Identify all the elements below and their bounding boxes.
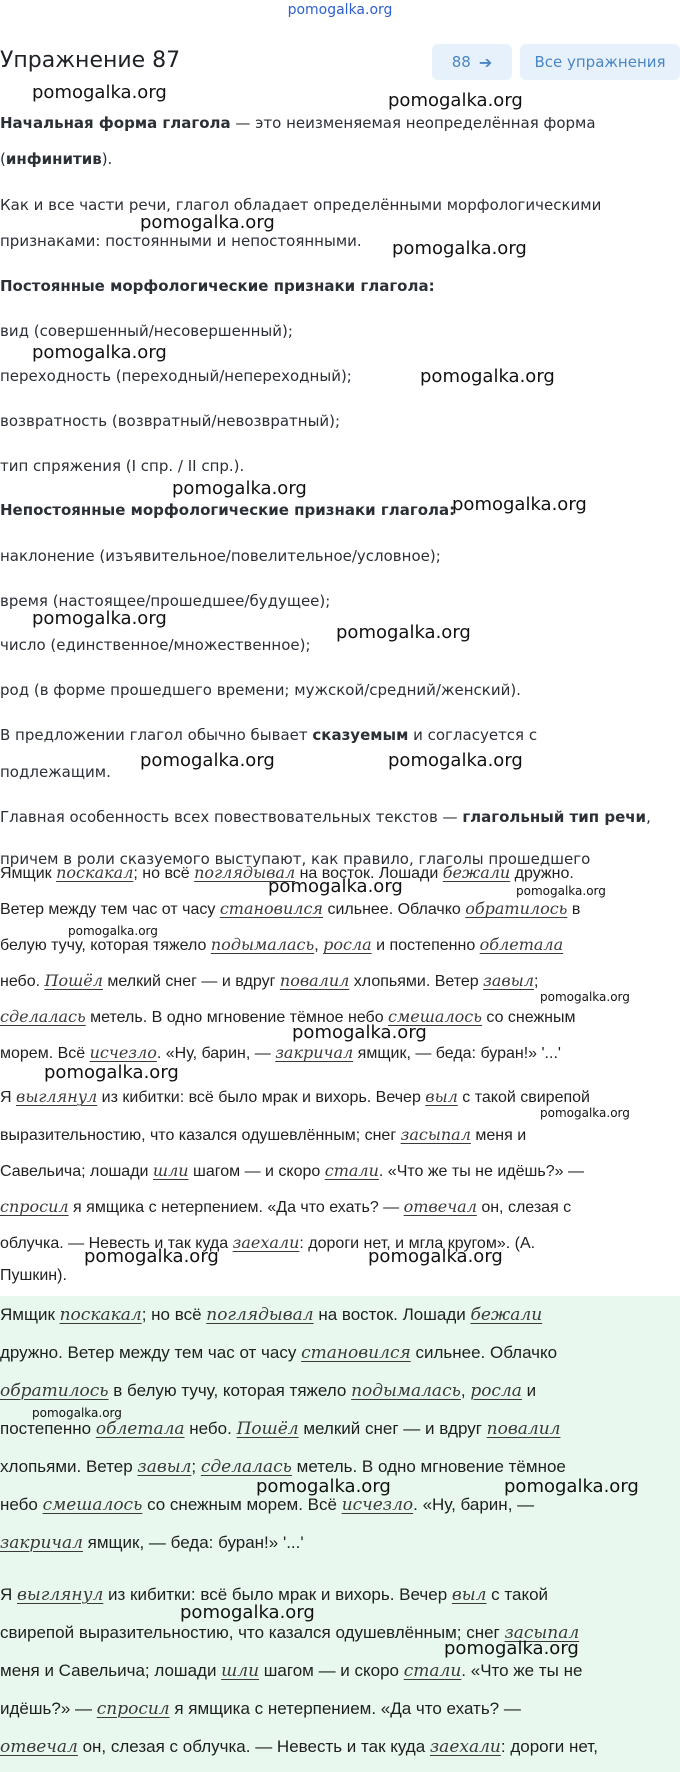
theory-heading: [0, 275, 676, 297]
underlined-verb: отвечал: [0, 1737, 78, 1757]
text-line: [0, 1381, 536, 1401]
text-span: метель. В одно мгновение тёмное: [291, 1457, 566, 1476]
watermark: pomogalka.org: [336, 622, 471, 643]
term-predicate: сказуемым: [312, 726, 409, 744]
watermark: pomogalka.org: [32, 1406, 122, 1420]
text-span: шагом — и скоро: [259, 1661, 404, 1680]
text-span: в белую тучу, которая тяжело: [108, 1381, 352, 1400]
watermark: pomogalka.org: [392, 238, 527, 259]
watermark: pomogalka.org: [68, 924, 158, 938]
underlined-verb: сделалась: [200, 1457, 292, 1477]
text-line: [0, 1125, 526, 1145]
underlined-verb: становился: [219, 899, 324, 918]
text-line: [0, 899, 580, 919]
underlined-verb: спросил: [0, 1197, 69, 1216]
text-span: (: [0, 150, 6, 168]
text-span: Ветер между тем час от часу: [0, 901, 220, 918]
underlined-verb: смешалось: [42, 1495, 143, 1515]
underlined-verb: поглядывал: [194, 863, 296, 882]
watermark: pomogalka.org: [452, 494, 587, 515]
text-line: [0, 1087, 590, 1107]
underlined-verb: обратилось: [0, 1381, 109, 1401]
watermark: pomogalka.org: [172, 478, 307, 499]
list-item: время (настоящее/прошедшее/будущее);: [0, 592, 331, 610]
watermark: pomogalka.org: [388, 750, 523, 771]
watermark: pomogalka.org: [516, 884, 606, 898]
text-line: [0, 1533, 304, 1553]
underlined-verb: облетала: [95, 1419, 185, 1439]
watermark: pomogalka.org: [32, 608, 167, 629]
underlined-verb: Пошёл: [236, 1419, 299, 1439]
text-span: свирепой выразительностию, что казался одушевлённым; снег: [0, 1623, 505, 1642]
list-item: тип спряжения (I спр. / II спр.).: [0, 457, 245, 475]
underlined-verb: стали: [403, 1661, 462, 1681]
text-line: [0, 1661, 582, 1681]
text-span: — это неизменяемая неопределённая форма: [230, 114, 596, 132]
text-span: ямщик, — беда: буран!» '...': [353, 1045, 561, 1062]
text-span: дружно. Ветер между тем час от часу: [0, 1343, 302, 1362]
watermark: pomogalka.org: [256, 1476, 391, 1497]
text-line: [0, 1267, 67, 1285]
list-item: вид (совершенный/несовершенный);: [0, 322, 293, 340]
text-span: я ямщика с нетерпением. «Да что ехать? —: [68, 1199, 404, 1216]
underlined-verb: бежали: [442, 863, 511, 882]
text-span: ; но всё: [141, 1305, 207, 1324]
underlined-verb: облетала: [479, 935, 564, 954]
watermark: pomogalka.org: [44, 1062, 179, 1083]
all-exercises-button[interactable]: [520, 44, 680, 80]
text-span: морем. Всё: [0, 1045, 90, 1062]
heading-constant: Постоянные морфологические признаки глагола:: [0, 277, 435, 295]
text-line: [0, 1043, 561, 1063]
watermark: pomogalka.org: [388, 90, 523, 111]
underlined-verb: завыл: [483, 971, 534, 990]
text-span: хлопьями. Ветер: [0, 1457, 138, 1476]
text-span: на восток. Лошади: [295, 865, 443, 882]
text-span: Савельича; лошади: [0, 1163, 153, 1180]
list-item: переходность (переходный/непереходный);: [0, 367, 352, 385]
term-infinitive-form: Начальная форма глагола: [0, 114, 231, 132]
text-span: . «Ну, барин, —: [156, 1045, 276, 1062]
text-span: : дороги нет,: [500, 1737, 598, 1756]
text-line: [0, 1457, 566, 1477]
text-span: Пушкин).: [0, 1267, 67, 1284]
text-line: [0, 1161, 584, 1181]
text-line: [0, 1343, 557, 1363]
underlined-verb: росла: [323, 935, 372, 954]
text-line: [0, 1699, 521, 1719]
all-exercises-label: Все упражнения: [534, 53, 666, 71]
underlined-verb: завыл: [137, 1457, 192, 1477]
underlined-verb: поскакал: [56, 863, 134, 882]
text-span: он, слезая с облучка. — Невесть и так куда: [77, 1737, 430, 1756]
underlined-verb: обратилось: [465, 899, 568, 918]
watermark: pomogalka.org: [540, 1106, 630, 1120]
text-span: меня и: [470, 1127, 527, 1144]
underlined-verb: росла: [470, 1381, 522, 1401]
text-span: ,: [646, 808, 651, 826]
underlined-verb: сделалась: [0, 1007, 86, 1026]
underlined-verb: засыпал: [400, 1125, 471, 1144]
theory-paragraph: подлежащим.: [0, 763, 111, 781]
term-verbal-speech: глагольный тип речи: [462, 808, 647, 826]
watermark: pomogalka.org: [368, 1246, 503, 1267]
text-span: меня и Савельича; лошади: [0, 1661, 222, 1680]
underlined-verb: исчезло: [89, 1043, 157, 1062]
text-span: на восток. Лошади: [313, 1305, 471, 1324]
text-span: сильнее. Облачко: [323, 901, 466, 918]
text-span: Ямщик: [0, 1305, 60, 1324]
text-span: выразительностию, что казался одушевлённым; снег: [0, 1127, 401, 1144]
text-span: из кибитки: всё было мрак и вихорь. Вечер: [103, 1585, 452, 1604]
underlined-verb: подымалась: [210, 935, 315, 954]
theory-cut-line: [0, 850, 676, 868]
heading-nonconstant: Непостоянные морфологические признаки глагола:: [0, 501, 456, 519]
text-line: [0, 1305, 542, 1325]
text-line: [0, 1419, 560, 1439]
text-span: ; но всё: [133, 865, 195, 882]
text-line: [0, 1737, 598, 1757]
underlined-verb: отвечал: [403, 1197, 477, 1216]
underlined-verb: поскакал: [59, 1305, 142, 1325]
text-span: постепенно: [0, 1419, 96, 1438]
text-span: Я: [0, 1089, 16, 1106]
text-line: [0, 971, 538, 991]
underlined-verb: спросил: [96, 1699, 170, 1719]
text-span: из кибитки: всё было мрак и вихорь. Вечер: [97, 1089, 426, 1106]
watermark: pomogalka.org: [32, 342, 167, 363]
underlined-verb: бежали: [470, 1305, 543, 1325]
text-span: и: [521, 1381, 537, 1400]
underlined-verb: закричал: [0, 1533, 83, 1553]
text-span: облучка. — Невесть и так куда: [0, 1235, 233, 1252]
text-span: В предложении глагол обычно бывает: [0, 726, 313, 744]
underlined-verb: заехали: [232, 1233, 300, 1252]
text-span: Ямщик: [0, 865, 57, 882]
text-span: небо: [0, 1495, 43, 1514]
text-span: . «Что же ты не идёшь?» —: [378, 1163, 584, 1180]
underlined-verb: стали: [324, 1161, 379, 1180]
text-span: в: [567, 901, 581, 918]
next-exercise-button[interactable]: [432, 44, 512, 80]
underlined-verb: засыпал: [504, 1623, 580, 1643]
text-span: небо.: [184, 1419, 237, 1438]
text-span: и постепенно: [371, 937, 480, 954]
text-span: : дороги нет, и мгла кругом». (А.: [299, 1235, 536, 1252]
underlined-verb: закричал: [275, 1043, 354, 1062]
underlined-verb: смешалось: [388, 1007, 482, 1026]
arrow-right-icon: ➔: [478, 52, 493, 72]
underlined-verb: подымалась: [351, 1381, 461, 1401]
theory-paragraph: причем в роли сказуемого выступают, как правило, глаголы прошедшего: [0, 850, 591, 868]
page-title: Упражнение 87: [0, 48, 181, 73]
text-line: [0, 1197, 571, 1217]
underlined-verb: исчезло: [341, 1495, 414, 1515]
text-span: мелкий снег — и вдруг: [298, 1419, 487, 1438]
text-span: ;: [533, 973, 539, 990]
text-span: метель. В одно мгновение тёмное небо: [85, 1009, 389, 1026]
text-span: я ямщика с нетерпением. «Да что ехать? —: [169, 1699, 521, 1718]
watermark: pomogalka.org: [444, 1638, 579, 1659]
underlined-verb: шли: [221, 1661, 260, 1681]
theory-paragraph: [0, 724, 676, 746]
text-span: с такой: [486, 1585, 549, 1604]
text-line: [0, 935, 563, 955]
list-item: род (в форме прошедшего времени; мужской/средний/женский).: [0, 681, 521, 699]
underlined-verb: выглянул: [16, 1087, 98, 1106]
next-exercise-label: 88: [451, 53, 471, 71]
underlined-verb: выглянул: [17, 1585, 104, 1605]
underlined-verb: поглядывал: [206, 1305, 314, 1325]
underlined-verb: Пошёл: [44, 971, 103, 990]
watermark: pomogalka.org: [84, 1246, 219, 1267]
text-span: Я: [0, 1585, 17, 1604]
list-item: наклонение (изъявительное/повелительное/условное);: [0, 547, 441, 565]
text-line: [0, 1007, 576, 1027]
theory-paragraph: [0, 112, 676, 134]
watermark: pomogalka.org: [420, 366, 555, 387]
underlined-verb: становился: [301, 1343, 411, 1363]
text-line: [0, 1495, 534, 1515]
watermark: pomogalka.org: [140, 750, 275, 771]
text-span: белую тучу, которая тяжело: [0, 937, 211, 954]
text-span: и согласуется с: [408, 726, 538, 744]
text-span: . «Что же ты не: [461, 1661, 583, 1680]
theory-paragraph: Как и все части речи, глагол обладает определёнными морфологическими: [0, 196, 602, 214]
text-span: хлопьями. Ветер: [349, 973, 484, 990]
site-domain-link[interactable]: pomogalka.org: [287, 2, 393, 18]
underlined-verb: выл: [425, 1087, 458, 1106]
text-span: сильнее. Облачко: [410, 1343, 558, 1362]
underlined-verb: повалил: [279, 971, 350, 990]
watermark: pomogalka.org: [268, 876, 403, 897]
text-span: со снежным: [481, 1009, 576, 1026]
list-item: возвратность (возвратный/невозвратный);: [0, 412, 341, 430]
text-span: с такой свирепой: [457, 1089, 590, 1106]
underlined-verb: шли: [152, 1161, 189, 1180]
text-span: ямщик, — беда: буран!» '...': [82, 1533, 304, 1552]
theory-paragraph: признаками: постоянными и непостоянными.: [0, 232, 362, 250]
theory-paragraph: [0, 806, 676, 828]
text-span: дружно.: [510, 865, 574, 882]
text-span: со снежным морем. Всё: [142, 1495, 342, 1514]
watermark: pomogalka.org: [540, 990, 630, 1004]
theory-paragraph: [0, 148, 676, 170]
list-item: число (единственное/множественное);: [0, 636, 311, 654]
text-span: он, слезая с: [476, 1199, 572, 1216]
underlined-verb: повалил: [486, 1419, 561, 1439]
watermark: pomogalka.org: [292, 1022, 427, 1043]
watermark: pomogalka.org: [32, 82, 167, 103]
text-span: ).: [101, 150, 113, 168]
text-span: ,: [460, 1381, 471, 1400]
watermark: pomogalka.org: [140, 212, 275, 233]
underlined-verb: заехали: [429, 1737, 501, 1757]
term-infinitive: инфинитив: [5, 150, 102, 168]
watermark: pomogalka.org: [180, 1602, 315, 1623]
text-span: мелкий снег — и вдруг: [102, 973, 280, 990]
text-span: ,: [314, 937, 324, 954]
text-span: шагом — и скоро: [188, 1163, 325, 1180]
text-span: ;: [191, 1457, 201, 1476]
underlined-verb: выл: [451, 1585, 487, 1605]
text-span: . «Ну, барин, —: [413, 1495, 535, 1514]
text-span: идёшь?» —: [0, 1699, 97, 1718]
exercise-header: [0, 44, 680, 80]
watermark: pomogalka.org: [504, 1476, 639, 1497]
text-span: небо.: [0, 973, 45, 990]
text-span: Главная особенность всех повествовательных текстов —: [0, 808, 463, 826]
